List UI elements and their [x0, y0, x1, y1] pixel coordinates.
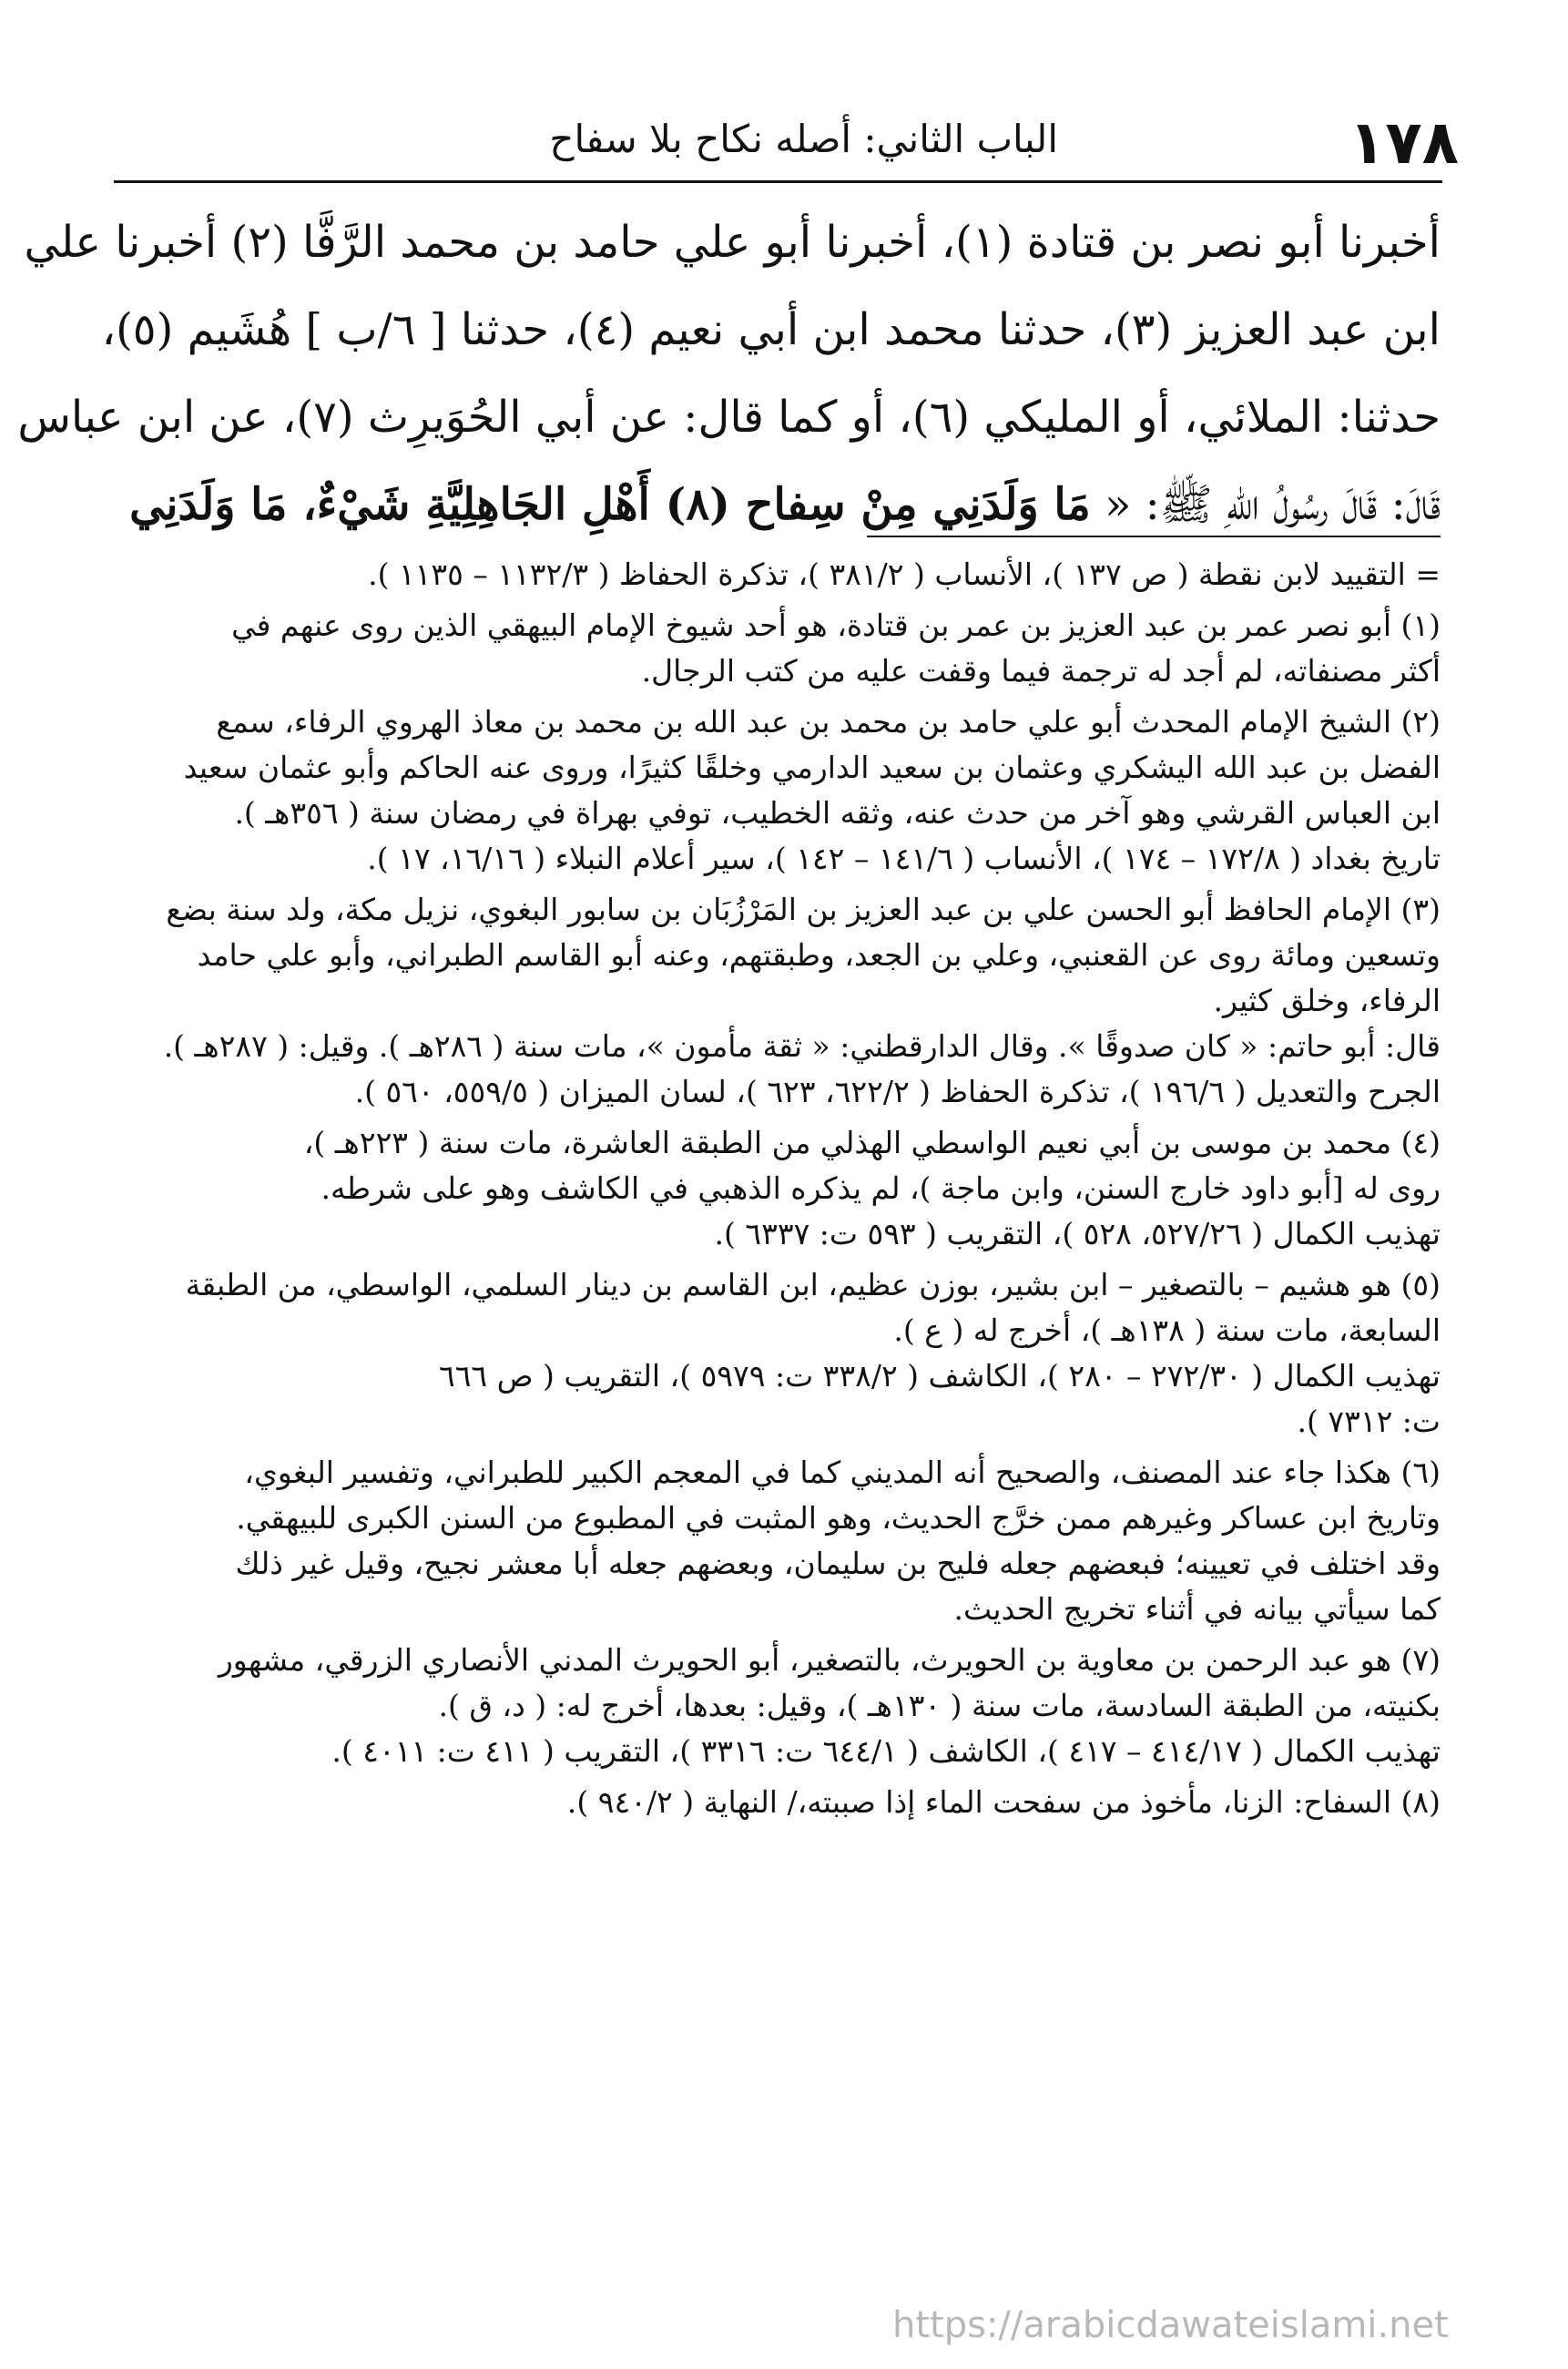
hadith-intro: قَالَ: قَالَ رسُولُ اللهِ ﷺ: « [1090, 479, 1441, 530]
footnote-line: تهذيب الكمال ( ٥٢٧/٢٦، ٥٢٨ )، التقريب ( ٥٩٣ ت: ٦٣٣٧ ). [714, 1216, 1441, 1251]
main-text [17, 199, 1441, 548]
footnote-line: الفضل بن عبد الله اليشكري وعثمان بن سعيد الدارمي وخلقًا كثيرًا، وروى عنه الحاكم وأبو عثمان سعيد [183, 750, 1441, 785]
footnote-line: (٥) هو هشيم – بالتصغير – ابن بشير، بوزن عظيم، ابن القاسم بن دينار السلمي، الواسطي، من الطبقة [185, 1267, 1441, 1302]
footnote-line: روى له [أبو داود خارج السنن، وابن ماجة )، لم يذكره الذهبي في الكاشف وهو على شرطه. [321, 1170, 1441, 1206]
main-text-line: أخبرنا أبو نصر بن قتادة (١)، أخبرنا أبو علي حامد بن محمد الرَّفَّا (٢) أخبرنا علي [24, 217, 1441, 268]
footnote-line: وقد اختلف في تعيينه؛ فبعضهم جعله فليح بن سليمان، وبعضهم جعله أبا معشر نجيح، وقيل غير ذلك [235, 1546, 1441, 1581]
main-text-line: ابن عبد العزيز (٣)، حدثنا محمد ابن أبي نعيم (٤)، حدثنا [ ٦/ب ] هُشَيم (٥)، [101, 304, 1441, 355]
footnote-line: كما سيأتي بيانه في أثناء تخريج الحديث. [953, 1591, 1441, 1627]
footnote-line: (٣) الإمام الحافظ أبو الحسن علي بن عبد العزيز بن المَرْزُبَان بن سابور البغوي، نزيل مكة، ولد سنة بضع [166, 892, 1441, 927]
footnote-line: (١) أبو نصر عمر بن عبد العزيز بن عمر بن قتادة، هو أحد شيوخ الإمام البيهقي الذين روى عنهم في [231, 608, 1441, 643]
footnote-line: ت: ٧٣١٢ ). [1297, 1404, 1441, 1439]
footnote-line: تهذيب الكمال ( ٢٧٢/٣٠ – ٢٨٠ )، الكاشف ( ٣٣٨/٢ ت: ٥٩٧٩ )، التقريب ( ص ٦٦٦ [438, 1358, 1441, 1394]
footnote-line: السابعة، مات سنة ( ١٣٨هـ )، أخرج له ( ع ). [893, 1312, 1441, 1348]
running-header [91, 102, 1459, 182]
footnote-line: أكثر مصنفاته، لم أجد له ترجمة فيما وقفت عليه من كتب الرجال. [641, 653, 1441, 689]
footnote-line: (٧) هو عبد الرحمن بن معاوية بن الحويرث، بالتصغير، أبو الحويرث المدني الأنصاري الزرقي، مشهور [218, 1642, 1441, 1678]
footnote-line: تهذيب الكمال ( ٤١٤/١٧ – ٤١٧ )، الكاشف ( ٦٤٤/١ ت: ٣٣١٦ )، التقريب ( ٤١١ ت: ٤٠١١ ). [331, 1733, 1441, 1769]
footnote-line: بكنيته، من الطبقة السادسة، مات سنة ( ١٣٠هـ )، وقيل: بعدها، أخرج له: ( د، ق ). [438, 1688, 1441, 1723]
footnote-line: (٨) السفاح: الزنا، مأخوذ من سفحت الماء إذا صببته،/ النهاية ( ٩٤٠/٢ ). [566, 1784, 1441, 1820]
chapter-title: الباب الثاني: أصله نكاح بلا سفاح [549, 117, 1058, 161]
footnote-line: وتاريخ ابن عساكر وغيرهم ممن خرَّج الحديث، وهو المثبت في المطبوع من السنن الكبرى للبيهقي. [236, 1500, 1441, 1536]
footnotes [114, 552, 1441, 1825]
footnote-line: (٦) هكذا جاء عند المصنف، والصحيح أنه المديني كما في المعجم الكبير للطبراني، وتفسير البغوي، [244, 1455, 1441, 1490]
footnote-line: تاريخ بغداد ( ١٧٢/٨ – ١٧٤ )، الأنساب ( ١٤١/٦ – ١٤٢ )، سير أعلام النبلاء ( ١٦/١٦، ١٧ ). [367, 841, 1441, 876]
footnote-separator [867, 536, 1441, 537]
watermark-url: https://arabicdawateislami.net [892, 2304, 1449, 2346]
header-rule [114, 180, 1442, 183]
footnote-line: قال: أبو حاتم: « كان صدوقًا ». وقال الدارقطني: « ثقة مأمون »، مات سنة ( ٢٨٦هـ ). وقيل: ( ٢٨٧هـ ). [163, 1028, 1441, 1064]
footnote-line: (٤) محمد بن موسى بن أبي نعيم الواسطي الهذلي من الطبقة العاشرة، مات سنة ( ٢٢٣هـ )، [303, 1125, 1441, 1160]
footnote-line: = التقييد لابن نقطة ( ص ١٣٧ )، الأنساب ( ٣٨١/٢ )، تذكرة الحفاظ ( ١١٣٢/٣ – ١١٣٥ ). [368, 557, 1441, 592]
footnote-line: (٢) الشيخ الإمام المحدث أبو علي حامد بن محمد بن عبد الله بن محمد بن معاذ الهروي الرفاء، سمع [216, 704, 1441, 740]
page-number: ١٧٨ [1349, 107, 1459, 178]
main-text-line: حدثنا: الملائي، أو المليكي (٦)، أو كما قال: عن أبي الحُوَيرِث (٧)، عن ابن عباس [17, 392, 1441, 443]
footnote-line: وتسعين ومائة روى عن القعنبي، وعلي بن الجعد، وطبقتهم، وعنه أبو القاسم الطبراني، وأبو علي حامد [197, 937, 1441, 973]
footnote-line: ابن العباس القرشي وهو آخر من حدث عنه، وثقه الخطيب، توفي بهراة في رمضان سنة ( ٣٥٦هـ ). [234, 795, 1441, 831]
hadith-text: مَا وَلَدَنِي مِنْ سِفاح (٨) أَهْلِ الجَاهِلِيَّةِ شَيْءٌ، مَا وَلَدَنِي [129, 479, 1091, 530]
footnote-line: الرفاء، وخلق كثير. [1213, 983, 1441, 1018]
footnote-line: الجرح والتعديل ( ١٩٦/٦ )، تذكرة الحفاظ ( ٦٢٢/٢، ٦٢٣ )، لسان الميزان ( ٥٥٩/٥، ٥٦٠ ). [354, 1074, 1441, 1109]
